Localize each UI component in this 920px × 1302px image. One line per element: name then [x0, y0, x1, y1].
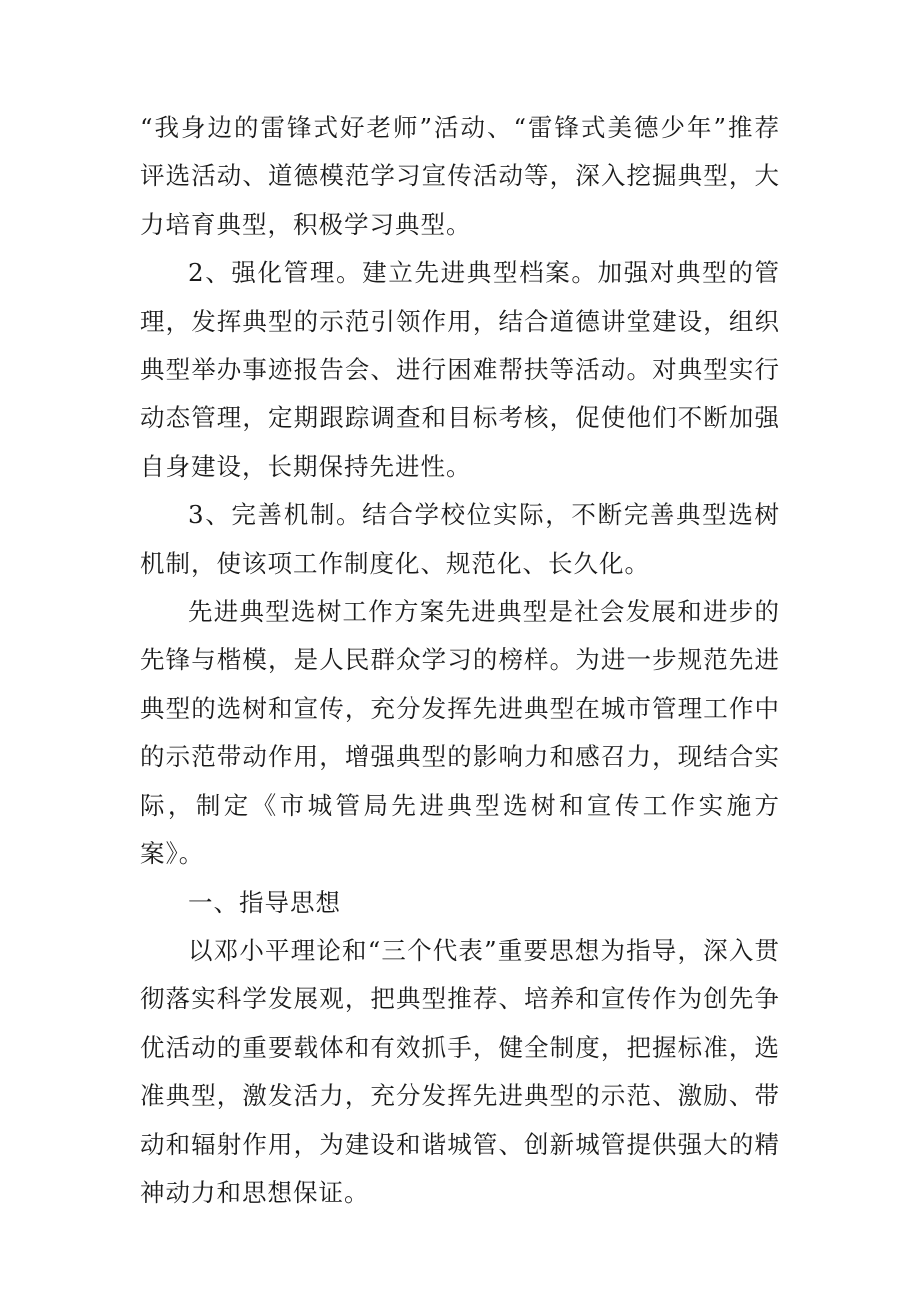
paragraph-plan-intro: 先进典型选树工作方案先进典型是社会发展和进步的先锋与楷模，是人民群众学习的榜样。为进一步规范先进典型的选树和宣传，充分发挥先进典型在城市管理工作中的示范带动作用，增强典型的影响力和感召力，现结合实际，制定《市城管局先进典型选树和宣传工作实施方案》。: [140, 597, 780, 869]
paragraph-improve-mechanism: 3、完善机制。结合学校位实际，不断完善典型选树机制，使该项工作制度化、规范化、长久化。: [140, 500, 780, 578]
paragraph-continuation: “我身边的雷锋式好老师”活动、“雷锋式美德少年”推荐评选活动、道德模范学习宣传活动等，深入挖掘典型，大力培育典型，积极学习典型。: [140, 113, 780, 239]
paragraph-guiding-ideology: 以邓小平理论和“三个代表”重要思想为指导，深入贯彻落实科学发展观，把典型推荐、培养和宣传作为创先争优活动的重要载体和有效抓手，健全制度，把握标准，选准典型，激发活力，充分发挥先进典型的示范、激励、带动和辐射作用，为建设和谐城管、创新城管提供强大的精神动力和思想保证。: [140, 935, 780, 1207]
paragraph-strengthen-management: 2、强化管理。建立先进典型档案。加强对典型的管理，发挥典型的示范引领作用，结合道德讲堂建设，组织典型举办事迹报告会、进行困难帮扶等活动。对典型实行动态管理，定期跟踪调查和目标考核，促使他们不断加强自身建设，长期保持先进性。: [140, 258, 780, 481]
section-heading-guiding-ideology: 一、指导思想: [188, 887, 341, 917]
document-body: [140, 104, 780, 1217]
